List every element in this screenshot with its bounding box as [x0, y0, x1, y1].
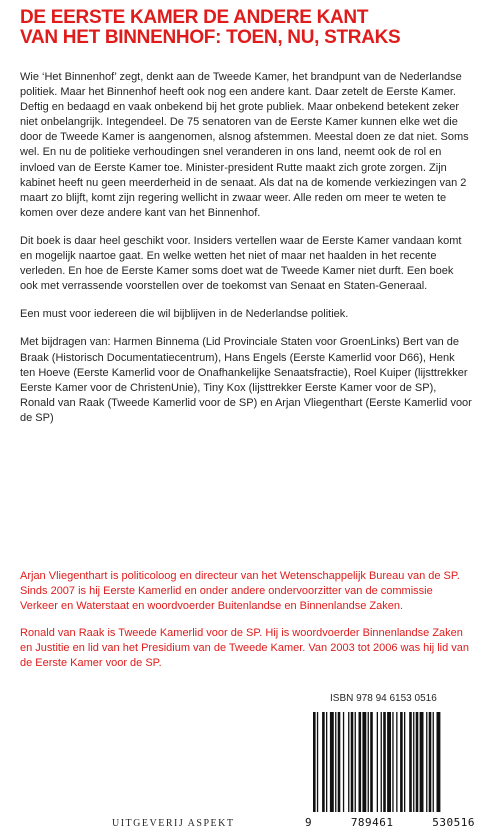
isbn-label: ISBN 978 94 6153 0516	[330, 693, 437, 704]
blurb-paragraph-book: Dit boek is daar heel geschikt voor. Insiders vertellen waar de Eerste Kamer vandaan komt en mogelijk naartoe gaat. En welke wetten het niet of maar net haalden in het recente verleden. En hoe de Eerste Kamer soms doet wat de Tweede Kamer niet durft. Een boek ook met verrassende voorstellen over de toekomst van Senaat en Staten-Generaal.	[20, 234, 462, 293]
barcode-bar	[359, 712, 362, 812]
blurb-paragraph-contributors: Met bijdragen van: Harmen Binnema (Lid Provinciale Staten voor GroenLinks) Bert van de Braak (Historisch Documentatiecentrum), Hans Engels (Eerste Kamerlid voor D66), Henk ten Hoeve (Eerste Kamerlid voor de Onafhankelijke Senaatsfractie), Roel Kuiper (lijsttrekker Eerste Kamer voor de ChristenUnie), Tiny Kox (lijsttrekker Eerste Kamer voor de SP), Ronald van Raak (Tweede Kamerlid voor de SP) en Arjan Vliegenthart (Eerste Kamerlid voor de SP)	[20, 336, 472, 424]
barcode-bar	[351, 712, 354, 812]
barcode-bar	[426, 712, 427, 812]
barcode-bar	[368, 712, 369, 812]
barcode-bar	[322, 712, 325, 812]
barcode-bar	[377, 712, 378, 812]
barcode-bar	[420, 712, 424, 812]
barcode-bar	[343, 712, 344, 812]
barcode-bar	[416, 712, 419, 812]
barcode-bar	[348, 712, 349, 812]
barcode-bar	[437, 712, 441, 812]
barcode-bar	[370, 712, 373, 812]
publisher-name: UITGEVERIJ ASPEKT	[112, 818, 235, 829]
barcode-bar	[404, 712, 405, 812]
barcode-digits-left: 789461	[350, 816, 394, 829]
barcode-bar	[433, 712, 434, 812]
barcode-bar	[392, 712, 393, 812]
blurb-paragraph-intro: Wie ‘Het Binnenhof’ zegt, denkt aan de Tweede Kamer, het brandpunt van de Nederlandse politiek. Maar het Binnenhof heeft ook nog een andere kant. Daar zetelt de Eerste Kamer. Deftig en bedaagd en vaak onbekend bij het grote publiek. Maar onbekend betekent zeker niet onbelangrijk. Integendeel. De 75 senatoren van de Eerste Kamer kunnen elke wet die door de Tweede Kamer is aangenomen, alsnog afstemmen. Meestal doen ze dat niet. Soms wel. En nu de politieke verhoudingen snel veranderen in ons land, neemt ook de rol en invloed van de Eerste Kamer toe. Minister-president Rutte maakt zich grote zorgen. Zijn kabinet heeft nu geen meerderheid in de senaat. Als dat na de komende verkiezingen van 2 maart zo blijft, komt zijn regering wellicht in zwaar weer. Alle reden om meer te weten te komen over deze andere kant van het Binnenhof.	[20, 71, 469, 219]
barcode-bar	[383, 712, 386, 812]
barcode-digits	[305, 816, 475, 829]
barcode-bars	[305, 712, 475, 816]
barcode-bar	[381, 712, 382, 812]
barcode-bar	[355, 712, 356, 812]
blurb-paragraph-must: Een must voor iedereen die wil bijblijven in de Nederlandse politiek.	[20, 308, 349, 321]
barcode-digit-lead: 9	[305, 816, 313, 829]
barcode-bar	[330, 712, 334, 812]
barcode-bar	[313, 712, 316, 812]
barcode	[305, 712, 475, 830]
barcode-bar	[317, 712, 318, 812]
barcode-bar	[400, 712, 403, 812]
barcode-bar	[326, 712, 327, 812]
barcode-bar	[362, 712, 366, 812]
barcode-bar	[338, 712, 341, 812]
title-line-2: VAN HET BINNENHOF: TOEN, NU, STRAKS	[20, 27, 401, 48]
barcode-bar	[335, 712, 336, 812]
barcode-bar	[396, 712, 397, 812]
author-bio-van-raak: Ronald van Raak is Tweede Kamerlid voor de SP. Hij is woordvoerder Binnenlandse Zaken en Justitie en lid van het Presidium van de Tweede Kamer. Van 2003 tot 2006 was hij lid van de Eerste Kamer voor de SP.	[20, 627, 470, 670]
author-bios	[20, 569, 472, 684]
barcode-bar	[409, 712, 412, 812]
barcode-bar	[429, 712, 432, 812]
blurb-body	[20, 70, 472, 439]
book-title	[20, 8, 470, 48]
author-bio-vliegenthart: Arjan Vliegenthart is politicoloog en directeur van het Wetenschappelijk Bureau van de SP. Sinds 2007 is hij Eerste Kamerlid en onder andere ondervoorzitter van de commissie Verkeer en Waterstaat en woordvoerder Buitenlandse en Binnenlandse Zaken.	[20, 570, 460, 613]
title-line-1: DE EERSTE KAMER DE ANDERE KANT	[20, 7, 369, 28]
barcode-bar	[387, 712, 391, 812]
barcode-digits-right: 530516	[432, 816, 475, 829]
barcode-bar	[413, 712, 414, 812]
